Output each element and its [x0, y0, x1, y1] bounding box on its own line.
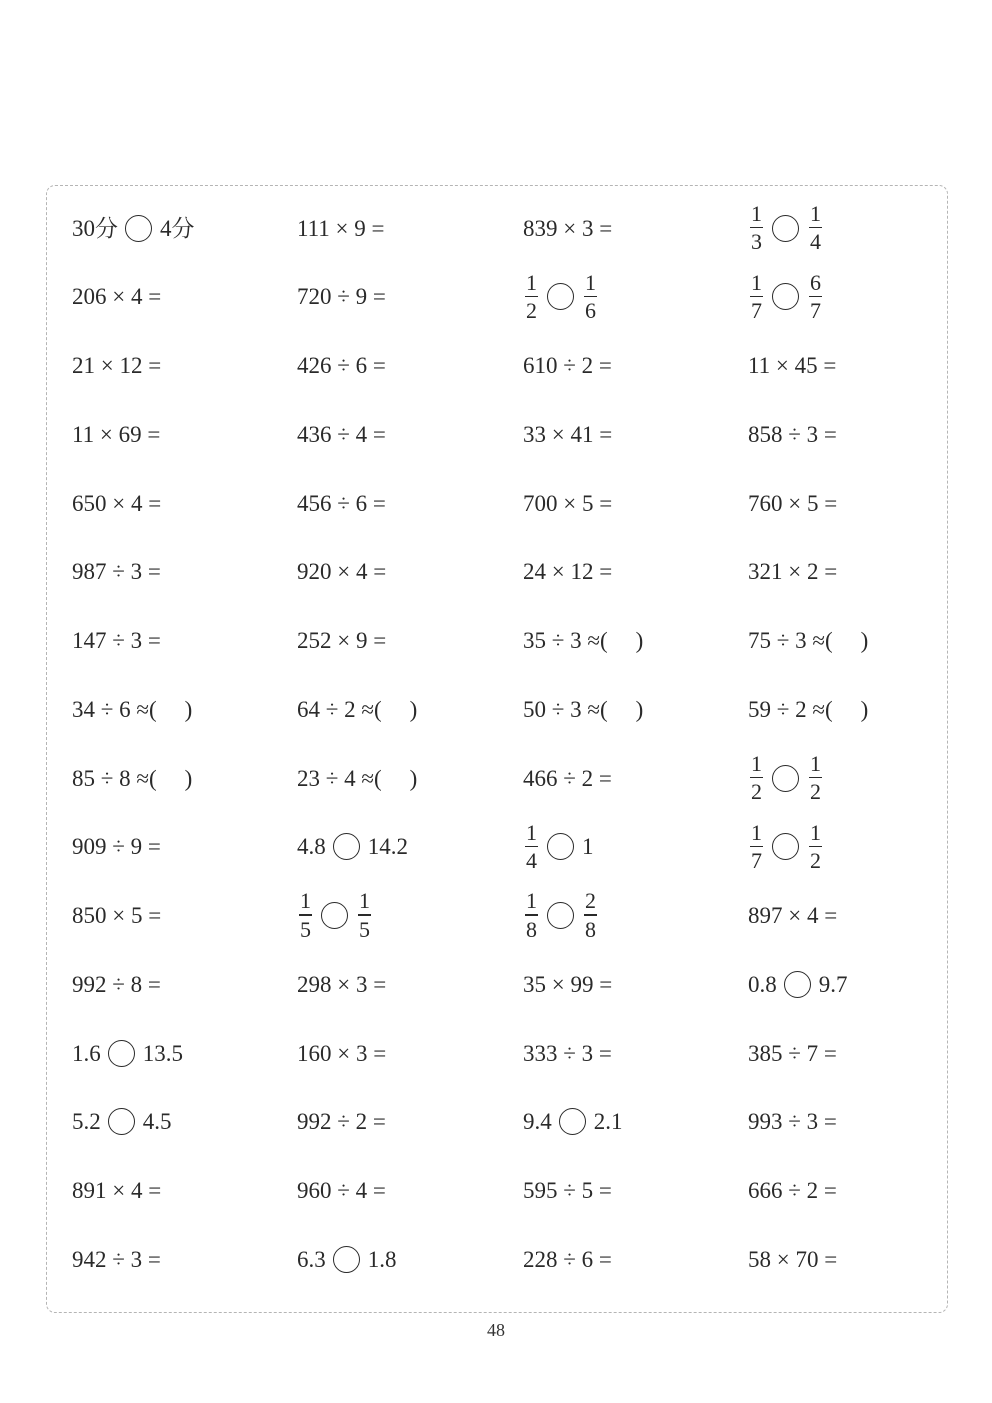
equation-text: 850 × 5 =	[72, 903, 162, 928]
exercise-item	[72, 538, 292, 606]
compare-circle-blank[interactable]	[108, 1040, 135, 1067]
exercise-item	[523, 263, 743, 331]
equation-text: 160 × 3 =	[297, 1040, 387, 1066]
exercise-item	[72, 332, 292, 400]
operand-text: 6.3	[297, 1246, 326, 1272]
exercise-item	[72, 1225, 292, 1293]
fraction-numerator: 1	[810, 819, 821, 845]
equation-text: 839 × 3 =	[523, 215, 613, 241]
exercise-item	[523, 813, 743, 881]
fraction-numerator: 1	[526, 888, 537, 914]
fraction	[584, 269, 597, 323]
exercise-item	[297, 1088, 517, 1156]
exercise-item	[523, 744, 743, 812]
fraction-denominator: 3	[751, 229, 762, 255]
left-parenthesis: (	[600, 696, 608, 722]
fraction-denominator: 2	[526, 297, 537, 323]
equation-text: 33 × 41 =	[523, 421, 613, 447]
fraction-numerator: 1	[751, 269, 762, 295]
fraction-numerator: 1	[810, 200, 821, 226]
fraction-denominator: 2	[751, 779, 762, 805]
exercise-item	[748, 1157, 968, 1225]
exercise-item	[297, 263, 517, 331]
exercise-item	[748, 675, 968, 743]
equation-text: 720 ÷ 9 =	[297, 284, 386, 310]
compare-circle-blank[interactable]	[772, 833, 799, 860]
exercise-item	[748, 194, 968, 262]
exercise-item	[72, 194, 292, 262]
estimate-expression: 34 ÷ 6 ≈	[72, 696, 149, 722]
operand-text: 1	[582, 834, 594, 860]
exercise-item	[523, 1019, 743, 1087]
equation-text: 466 ÷ 2 =	[523, 765, 612, 791]
fraction	[750, 819, 763, 873]
exercise-item	[748, 263, 968, 331]
right-parenthesis: )	[409, 765, 418, 791]
fraction-numerator: 1	[300, 888, 311, 914]
fraction-numerator: 1	[751, 750, 762, 776]
right-parenthesis: )	[409, 696, 418, 722]
equation-text: 252 × 9 =	[297, 628, 387, 653]
exercise-item	[523, 1088, 743, 1156]
exercise-item	[297, 607, 517, 675]
equation-text: 666 ÷ 2 =	[748, 1178, 837, 1203]
equation-text: 11 × 45 =	[748, 353, 837, 378]
operand-text: 9.7	[818, 971, 848, 997]
exercise-item	[297, 675, 517, 743]
equation-text: 700 × 5 =	[523, 490, 613, 516]
fraction	[358, 890, 371, 940]
fraction-denominator: 8	[526, 916, 537, 942]
equation-text: 228 ÷ 6 =	[523, 1246, 612, 1272]
operand-text: 5.2	[72, 1109, 101, 1135]
exercise-item	[72, 469, 292, 537]
fraction-numerator: 1	[526, 819, 537, 845]
equation-text: 992 ÷ 2 =	[297, 1109, 386, 1135]
exercise-item	[297, 1019, 517, 1087]
left-parenthesis: (	[149, 765, 157, 791]
fraction	[809, 200, 822, 255]
exercise-item	[523, 538, 743, 606]
equation-text: 909 ÷ 9 =	[72, 834, 161, 860]
fraction	[750, 750, 763, 805]
operand-text: 4.5	[142, 1109, 172, 1135]
equation-text: 610 ÷ 2 =	[523, 353, 612, 378]
exercise-item	[297, 1157, 517, 1225]
operand-text: 2.1	[593, 1109, 623, 1135]
exercise-item	[297, 400, 517, 468]
estimate-expression: 59 ÷ 2 ≈	[748, 696, 825, 722]
equation-text: 993 ÷ 3 =	[748, 1109, 837, 1135]
exercise-item	[72, 263, 292, 331]
exercise-item	[297, 813, 517, 881]
exercise-item	[523, 194, 743, 262]
right-parenthesis: )	[860, 696, 869, 722]
exercise-item	[523, 607, 743, 675]
left-parenthesis: (	[825, 628, 833, 653]
fraction-numerator: 1	[751, 819, 762, 845]
exercise-item	[748, 882, 968, 950]
exercise-item	[748, 1225, 968, 1293]
estimate-expression: 64 ÷ 2 ≈	[297, 696, 374, 722]
equation-text: 11 × 69 =	[72, 421, 161, 447]
exercise-item	[523, 1225, 743, 1293]
exercise-item	[72, 882, 292, 950]
equation-text: 35 × 99 =	[523, 971, 613, 997]
operand-text: 9.4	[523, 1109, 552, 1135]
exercise-item	[72, 400, 292, 468]
exercise-item	[297, 1225, 517, 1293]
exercise-item	[523, 950, 743, 1018]
equation-text: 897 × 4 =	[748, 903, 838, 928]
exercise-item	[523, 469, 743, 537]
right-parenthesis: )	[635, 628, 644, 653]
equation-text: 595 ÷ 5 =	[523, 1178, 612, 1203]
estimate-expression: 85 ÷ 8 ≈	[72, 765, 149, 791]
exercise-item	[297, 332, 517, 400]
exercise-item	[748, 469, 968, 537]
exercise-item	[523, 675, 743, 743]
fraction-denominator: 7	[751, 847, 762, 873]
operand-text: 13.5	[142, 1040, 183, 1066]
page-number: 48	[487, 1320, 505, 1340]
fraction-denominator: 2	[810, 847, 821, 873]
operand-text: 4.8	[297, 834, 326, 860]
equation-text: 333 ÷ 3 =	[523, 1040, 612, 1066]
exercise-item	[748, 744, 968, 812]
equation-text: 858 ÷ 3 =	[748, 421, 837, 447]
left-parenthesis: (	[825, 696, 833, 722]
fraction-numerator: 6	[810, 269, 821, 295]
exercise-item	[748, 950, 968, 1018]
compare-circle-blank[interactable]	[547, 283, 574, 310]
fraction-denominator: 4	[810, 229, 821, 255]
fraction-denominator: 2	[810, 779, 821, 805]
exercise-item	[72, 1157, 292, 1225]
compare-circle-blank[interactable]	[333, 1246, 360, 1273]
operand-text: 14.2	[367, 834, 408, 860]
exercise-item	[523, 1157, 743, 1225]
fraction-numerator: 1	[526, 269, 537, 295]
left-parenthesis: (	[374, 765, 382, 791]
left-parenthesis: (	[374, 696, 382, 722]
equation-text: 436 ÷ 4 =	[297, 421, 386, 447]
equation-text: 298 × 3 =	[297, 971, 387, 997]
fraction	[299, 890, 312, 940]
equation-text: 920 × 4 =	[297, 559, 387, 585]
equation-text: 385 ÷ 7 =	[748, 1040, 837, 1066]
fraction-denominator: 7	[751, 297, 762, 323]
operand-text: 0.8	[748, 971, 777, 997]
fraction-denominator: 7	[810, 297, 821, 323]
equation-text: 992 ÷ 8 =	[72, 971, 161, 997]
fraction-denominator: 6	[585, 297, 596, 323]
exercise-item	[748, 607, 968, 675]
fraction	[525, 819, 538, 873]
operand-text: 30分	[72, 215, 118, 241]
compare-circle-blank[interactable]	[108, 1108, 135, 1135]
right-parenthesis: )	[184, 696, 193, 722]
compare-circle-blank[interactable]	[547, 902, 574, 929]
fraction-numerator: 1	[751, 200, 762, 226]
equation-text: 456 ÷ 6 =	[297, 490, 386, 516]
exercise-item	[523, 332, 743, 400]
estimate-expression: 35 ÷ 3 ≈	[523, 628, 600, 653]
fraction-denominator: 5	[359, 916, 370, 942]
equation-text: 891 × 4 =	[72, 1178, 162, 1203]
exercise-item	[748, 813, 968, 881]
right-parenthesis: )	[184, 765, 193, 791]
compare-circle-blank[interactable]	[125, 215, 152, 242]
exercise-item	[748, 1019, 968, 1087]
exercise-item	[297, 469, 517, 537]
fraction	[809, 750, 822, 805]
estimate-expression: 75 ÷ 3 ≈	[748, 628, 825, 653]
estimate-expression: 23 ÷ 4 ≈	[297, 765, 374, 791]
exercise-item	[72, 1019, 292, 1087]
exercise-item	[523, 400, 743, 468]
fraction-denominator: 4	[526, 847, 537, 873]
exercise-item	[748, 1088, 968, 1156]
exercise-item	[72, 1088, 292, 1156]
left-parenthesis: (	[600, 628, 608, 653]
right-parenthesis: )	[860, 628, 869, 653]
fraction-numerator: 1	[585, 269, 596, 295]
fraction	[750, 269, 763, 323]
equation-text: 58 × 70 =	[748, 1246, 838, 1272]
equation-text: 650 × 4 =	[72, 490, 162, 516]
compare-circle-blank[interactable]	[333, 833, 360, 860]
compare-circle-blank[interactable]	[772, 283, 799, 310]
equation-text: 960 ÷ 4 =	[297, 1178, 386, 1203]
equation-text: 24 × 12 =	[523, 559, 613, 585]
compare-circle-blank[interactable]	[772, 765, 799, 792]
compare-circle-blank[interactable]	[321, 902, 348, 929]
equation-text: 206 × 4 =	[72, 284, 162, 310]
right-parenthesis: )	[635, 696, 644, 722]
equation-text: 111 × 9 =	[297, 215, 385, 241]
compare-circle-blank[interactable]	[772, 215, 799, 242]
fraction	[584, 890, 597, 940]
compare-circle-blank[interactable]	[559, 1108, 586, 1135]
equation-text: 942 ÷ 3 =	[72, 1246, 161, 1272]
fraction-numerator: 2	[585, 888, 596, 914]
fraction-denominator: 5	[300, 916, 311, 942]
exercise-item	[297, 950, 517, 1018]
exercise-item	[297, 882, 517, 950]
exercise-item	[748, 332, 968, 400]
exercise-item	[297, 194, 517, 262]
equation-text: 147 ÷ 3 =	[72, 628, 161, 653]
left-parenthesis: (	[149, 696, 157, 722]
fraction	[525, 269, 538, 323]
equation-text: 21 × 12 =	[72, 353, 162, 378]
exercise-item	[748, 538, 968, 606]
equation-text: 987 ÷ 3 =	[72, 559, 161, 585]
fraction	[750, 200, 763, 255]
equation-text: 760 × 5 =	[748, 490, 838, 516]
exercise-item	[72, 950, 292, 1018]
exercise-item	[72, 607, 292, 675]
exercise-item	[72, 675, 292, 743]
fraction	[809, 269, 822, 323]
exercise-item	[72, 813, 292, 881]
equation-text: 426 ÷ 6 =	[297, 353, 386, 378]
operand-text: 4分	[160, 215, 195, 241]
exercise-item	[297, 538, 517, 606]
equation-text: 321 × 2 =	[748, 559, 838, 585]
fraction-numerator: 1	[359, 888, 370, 914]
fraction	[525, 890, 538, 940]
operand-text: 1.8	[367, 1246, 397, 1272]
compare-circle-blank[interactable]	[784, 971, 811, 998]
exercise-item	[297, 744, 517, 812]
exercise-item	[748, 400, 968, 468]
estimate-expression: 50 ÷ 3 ≈	[523, 696, 600, 722]
operand-text: 1.6	[72, 1040, 101, 1066]
fraction	[809, 819, 822, 873]
exercise-item	[523, 882, 743, 950]
fraction-denominator: 8	[585, 916, 596, 942]
exercise-item	[72, 744, 292, 812]
compare-circle-blank[interactable]	[547, 833, 574, 860]
fraction-numerator: 1	[810, 750, 821, 776]
